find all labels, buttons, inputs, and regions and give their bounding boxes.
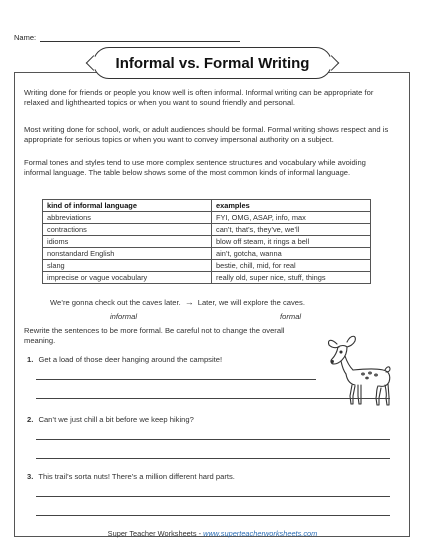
table-row — [43, 224, 371, 236]
question-number: 1. — [27, 355, 34, 364]
column-header: examples — [212, 200, 371, 212]
example-sentence-pair — [50, 297, 305, 307]
paragraph-text: Writing done for friends or people you know well is often informal. Informal writing can be appropriate for relaxed and lighthearted topics or when you want to sound friendly and personal. — [24, 88, 374, 107]
table-cell: can’t, that’s, they’ve, we’ll — [212, 224, 371, 236]
title-banner — [0, 47, 425, 79]
question-text: Can’t we just chill a bit before we keep hiking? — [38, 415, 194, 424]
table-cell: abbreviations — [43, 212, 212, 224]
table-row — [43, 248, 371, 260]
name-line[interactable] — [40, 33, 240, 42]
table-cell: contractions — [43, 224, 212, 236]
table-cell: nonstandard English — [43, 248, 212, 260]
table-cell: ain’t, gotcha, wanna — [212, 248, 371, 260]
table-row — [43, 212, 371, 224]
question-text: Get a load of those deer hanging around the campsite! — [38, 355, 223, 364]
question-number: 2. — [27, 415, 34, 424]
answer-line[interactable] — [36, 496, 390, 497]
name-field-row — [14, 33, 240, 42]
table-header-row — [43, 200, 371, 212]
page-title: Informal vs. Formal Writing — [93, 47, 333, 79]
footer-separator: - — [196, 529, 204, 538]
intro-paragraph-2 — [24, 125, 394, 145]
table-cell: FYI, OMG, ASAP, info, max — [212, 212, 371, 224]
table-cell: really old, super nice, stuff, things — [212, 272, 371, 284]
instructions: Rewrite the sentences to be more formal. Be careful not to change the overall meaning. — [24, 326, 285, 345]
formal-label: formal — [280, 312, 302, 321]
name-label: Name: — [14, 33, 37, 42]
answer-line[interactable] — [36, 398, 390, 399]
right-arrow-icon: → — [184, 297, 194, 307]
answer-line[interactable] — [36, 439, 390, 440]
intro-paragraph-3 — [24, 158, 394, 178]
question-number: 3. — [27, 472, 34, 481]
table-cell: imprecise or vague vocabulary — [43, 272, 212, 284]
question-text: This trail’s sorta nuts! There’s a million different hard parts. — [38, 472, 235, 481]
intro-paragraph-1 — [24, 88, 394, 108]
question-2 — [27, 415, 194, 424]
informal-label: informal — [110, 312, 138, 321]
informal-example: We’re gonna check out the caves later. — [50, 297, 181, 307]
footer — [0, 529, 425, 538]
paragraph-text: Most writing done for school, work, or adult audiences should be formal. Formal writing shows respect and is appropriate for serious topics or when you want to convey impersonal authority on a subject. — [24, 125, 389, 144]
footer-brand: Super Teacher Worksheets — [107, 529, 197, 538]
table-cell: bestie, chill, mid, for real — [212, 260, 371, 272]
table-cell: idioms — [43, 236, 212, 248]
column-header: kind of informal language — [43, 200, 212, 212]
table-cell: blow off steam, it rings a bell — [212, 236, 371, 248]
question-1 — [27, 355, 222, 364]
informal-language-table — [42, 199, 371, 284]
question-3 — [27, 472, 235, 481]
answer-line[interactable] — [36, 515, 390, 516]
answer-line[interactable] — [36, 458, 390, 459]
table-row — [43, 260, 371, 272]
table-row — [43, 272, 371, 284]
table-cell: slang — [43, 260, 212, 272]
table-row — [43, 236, 371, 248]
formal-example: Later, we will explore the caves. — [197, 297, 305, 307]
answer-line[interactable] — [36, 379, 316, 380]
paragraph-text: Formal tones and styles tend to use more complex sentence structures and vocabulary while avoiding informal language. The table below shows some of the most common kinds of informal language. — [24, 158, 366, 177]
footer-url-link[interactable]: www.superteacherworksheets.com — [203, 529, 318, 538]
